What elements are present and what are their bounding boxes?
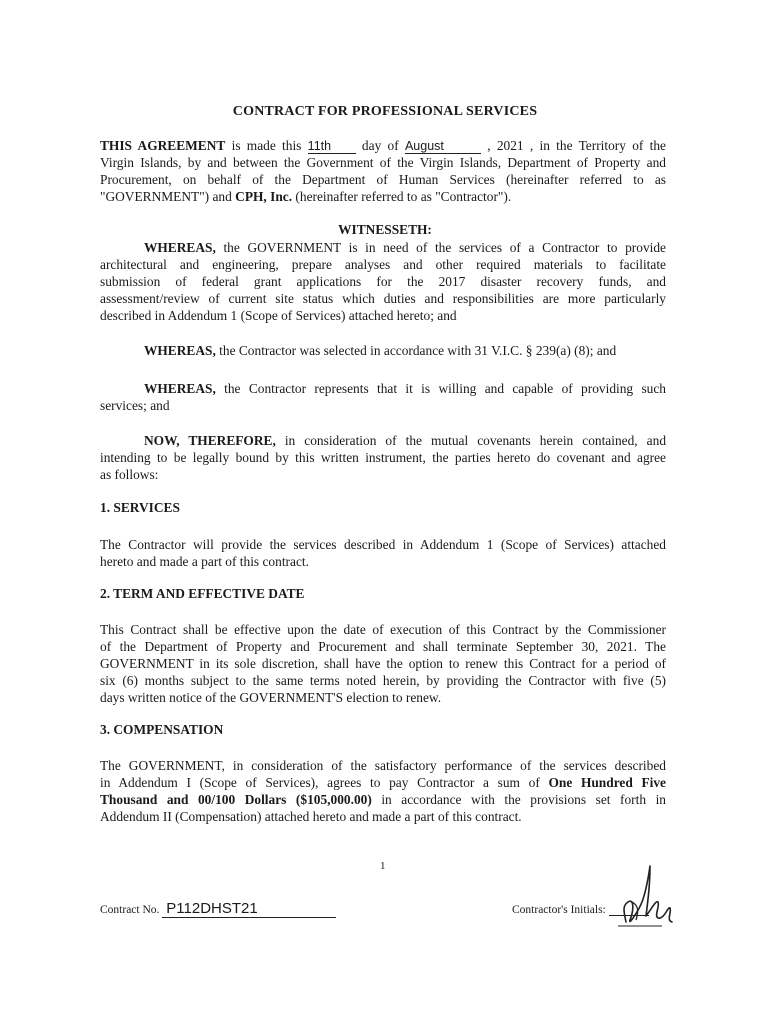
whereas-lead: WHEREAS, <box>144 343 216 358</box>
section-2-heading: 2. TERM AND EFFECTIVE DATE <box>100 586 305 601</box>
section-3-text: in accordance with the provisions set forth in <box>371 792 667 807</box>
whereas1-line-5: described in Addendum 1 (Scope of Services) attached hereto; and <box>100 308 457 323</box>
now-therefore-lead: NOW, THEREFORE, <box>144 433 276 448</box>
whereas-lead: WHEREAS, <box>144 240 216 255</box>
intro-text: (hereinafter referred to as "Contractor"). <box>292 189 512 204</box>
intro-lead: THIS AGREEMENT <box>100 138 226 153</box>
whereas-text: the GOVERNMENT is in need of the services of a Contractor to provide <box>215 240 666 255</box>
contract-number-label: Contract No. <box>100 904 160 916</box>
contract-number-block <box>100 901 336 918</box>
now-therefore-text: in consideration of the mutual covenants herein contained, and <box>275 433 667 448</box>
section-2-line-4: six (6) months subject to the same terms noted herein, by providing the Contractor with five (5) <box>100 673 666 688</box>
contractor-initials-label: Contractor's Initials: <box>512 904 606 916</box>
intro-line-4 <box>100 188 666 205</box>
section-3-line-4: Addendum II (Compensation) attached hereto and made a part of this contract. <box>100 809 522 824</box>
intro-text: "GOVERNMENT") and <box>100 189 236 204</box>
whereas1-line-1 <box>144 239 666 256</box>
section-2-line-5: days written notice of the GOVERNMENT'S election to renew. <box>100 690 442 705</box>
section-3-line-3 <box>100 791 666 808</box>
whereas3-line-2: services; and <box>100 398 170 413</box>
whereas1-line-4: assessment/review of current site status which duties and responsibilities are more particularly <box>100 291 666 306</box>
intro-text: is made this <box>225 138 308 153</box>
page-number: 1 <box>380 860 386 872</box>
whereas2-line-1 <box>144 342 710 359</box>
amount-words: One Hundred Five <box>548 775 666 790</box>
section-3-heading: 3. COMPENSATION <box>100 722 224 737</box>
now-therefore-line-1 <box>144 432 666 449</box>
day-field: 11th <box>308 140 356 154</box>
section-1-line-1: The Contractor will provide the services described in Addendum 1 (Scope of Services) attached <box>100 537 666 552</box>
section-1-line-2: hereto and made a part of this contract. <box>100 554 309 569</box>
intro-line-1 <box>100 137 666 154</box>
whereas1-line-3: submission of federal grant applications for the 2017 disaster recovery funds, and <box>100 274 666 289</box>
section-3-line-1: The GOVERNMENT, in consideration of the satisfactory performance of the services described <box>100 758 666 773</box>
witnesseth-heading: WITNESSETH: <box>338 222 432 237</box>
section-3-line-2 <box>100 774 666 791</box>
section-3-text: in Addendum I (Scope of Services), agrees to pay Contractor a sum of <box>100 775 549 790</box>
amount-figure: Thousand and 00/100 Dollars ($105,000.00) <box>100 792 372 807</box>
whereas1-line-2: architectural and engineering, prepare analyses and other required materials to facilitate <box>100 257 666 272</box>
initials-signature-icon <box>612 850 682 930</box>
intro-line-2: Virgin Islands, by and between the Government of the Virgin Islands, Department of Property and <box>100 155 666 170</box>
month-field: August <box>405 140 481 154</box>
intro-text: , 2021 , in the Territory of the <box>480 138 667 153</box>
section-1-heading: 1. SERVICES <box>100 500 180 515</box>
whereas-text: the Contractor represents that it is willing and capable of providing such <box>215 381 666 396</box>
whereas-text: the Contractor was selected in accordance with 31 V.I.C. § 239(a) (8); and <box>215 343 617 358</box>
intro-text: day of <box>355 138 405 153</box>
section-2-line-1: This Contract shall be effective upon the date of execution of this Contract by the Commissioner <box>100 622 666 637</box>
contractor-name: CPH, Inc. <box>235 189 293 204</box>
whereas-lead: WHEREAS, <box>144 381 216 396</box>
document-title: CONTRACT FOR PROFESSIONAL SERVICES <box>232 104 538 119</box>
now-therefore-line-3: as follows: <box>100 467 159 482</box>
whereas3-line-1 <box>144 380 666 397</box>
contract-number-value: P112DHST21 <box>162 901 336 918</box>
now-therefore-line-2: intending to be legally bound by this written instrument, the parties hereto do covenant and agree <box>100 450 666 465</box>
section-2-line-3: GOVERNMENT in its sole discretion, shall have the option to renew this Contract for a period of <box>100 656 666 671</box>
intro-line-3: Procurement, on behalf of the Department of Human Services (hereinafter referred to as <box>100 172 666 187</box>
section-2-line-2: of the Department of Property and Procurement and shall terminate September 30, 2021. The <box>100 639 666 654</box>
